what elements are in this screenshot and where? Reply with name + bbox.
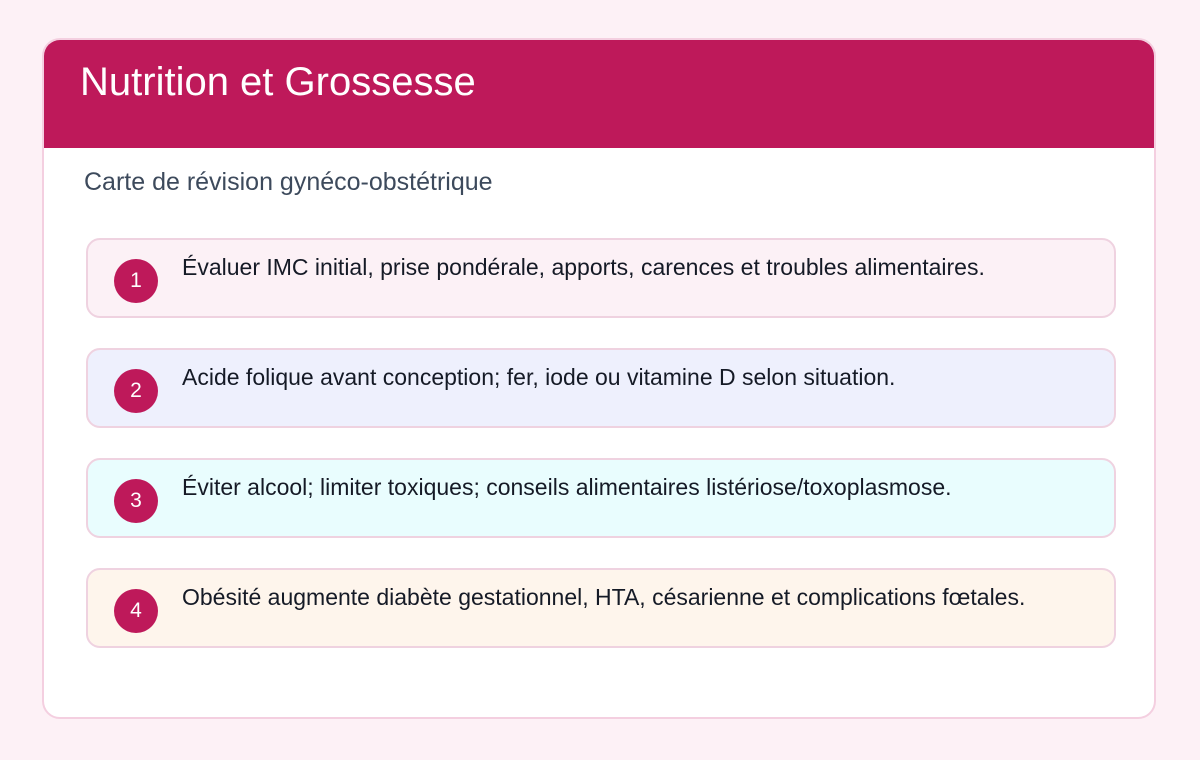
number-badge: 1 [114,259,158,303]
number-badge: 3 [114,479,158,523]
list-item-1 [86,238,1116,318]
card-title: Nutrition et Grossesse [80,60,476,104]
list-item-3 [86,458,1116,538]
number-badge: 2 [114,369,158,413]
number-badge: 4 [114,589,158,633]
card-header [44,40,1154,148]
revision-card [42,38,1156,719]
list-item-2 [86,348,1116,428]
list-item-4 [86,568,1116,648]
card-subtitle: Carte de révision gynéco-obstétrique [84,168,493,196]
list-item-text: Évaluer IMC initial, prise pondérale, apports, carences et troubles alimentaires. [182,254,985,280]
list-item-text: Obésité augmente diabète gestationnel, HTA, césarienne et complications fœtales. [182,584,1026,610]
list-item-text: Acide folique avant conception; fer, iode ou vitamine D selon situation. [182,364,896,390]
list-item-text: Éviter alcool; limiter toxiques; conseils alimentaires listériose/toxoplasmose. [182,474,952,500]
